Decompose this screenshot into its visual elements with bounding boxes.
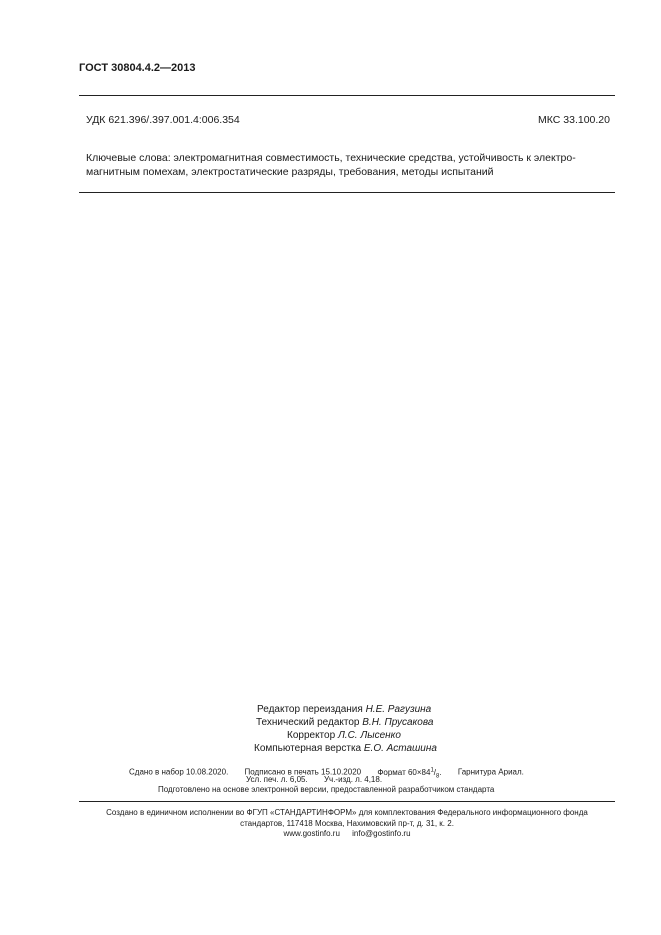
credit-name: Н.Е. Рагузина — [365, 704, 432, 715]
udk-code: УДК 621.396/.397.001.4:006.354 — [86, 114, 240, 126]
submitted-date: Сдано в набор 10.08.2020. — [129, 767, 229, 777]
credit-editor — [238, 703, 508, 716]
publisher-address: стандартов, 117418 Москва, Нахимовский пр-т, д. 31, к. 2. — [240, 819, 454, 828]
credit-proofreader — [238, 729, 508, 742]
keywords-line: магнитным помехам, электростатические разряды, требования, методы испытаний — [86, 166, 494, 178]
divider-top — [79, 95, 615, 96]
paper-format: Формат $60\times 84^1/_8$. — [377, 767, 442, 780]
credit-role: Компьютерная верстка — [254, 743, 362, 754]
credit-tech-editor — [238, 716, 508, 729]
publisher-contacts — [79, 829, 615, 838]
sheet-counts — [246, 775, 382, 784]
keywords — [86, 151, 614, 179]
publication-sheets: Уч.-изд. л. 4,18. — [323, 775, 383, 784]
email-link[interactable]: info@gostinfo.ru — [352, 829, 411, 838]
divider-keywords — [79, 192, 615, 193]
credit-layout — [238, 742, 508, 755]
standard-number: ГОСТ 30804.4.2—2013 — [79, 62, 196, 74]
website-link[interactable]: www.gostinfo.ru — [283, 829, 340, 838]
typeface: Гарнитура Ариал. — [457, 767, 524, 777]
publisher-info — [79, 807, 615, 829]
preparation-note: Подготовлено на основе электронной версии, предоставленной разработчиком стандарта — [158, 785, 495, 794]
print-sheets: Усл. печ. л. 6,05. — [246, 775, 308, 784]
credit-name: В.Н. Прусакова — [362, 717, 434, 728]
keywords-line: Ключевые слова: электромагнитная совместимость, технические средства, устойчивость к электро- — [86, 152, 576, 164]
divider-publisher — [79, 801, 615, 802]
signed-date: Подписано в печать 15.10.2020 — [244, 767, 362, 777]
credit-role: Редактор переиздания — [257, 704, 363, 715]
publisher-line: Создано в единичном исполнении во ФГУП «СТАНДАРТИНФОРМ» для комплектования Федерального информационного фонда — [106, 808, 588, 817]
credit-name: Е.О. Асташина — [363, 743, 437, 754]
credit-role: Корректор — [287, 730, 336, 741]
credit-role: Технический редактор — [256, 717, 360, 728]
credits-block — [238, 703, 508, 755]
credit-name: Л.С. Лысенко — [337, 730, 401, 741]
mks-code: МКС 33.100.20 — [538, 114, 610, 126]
